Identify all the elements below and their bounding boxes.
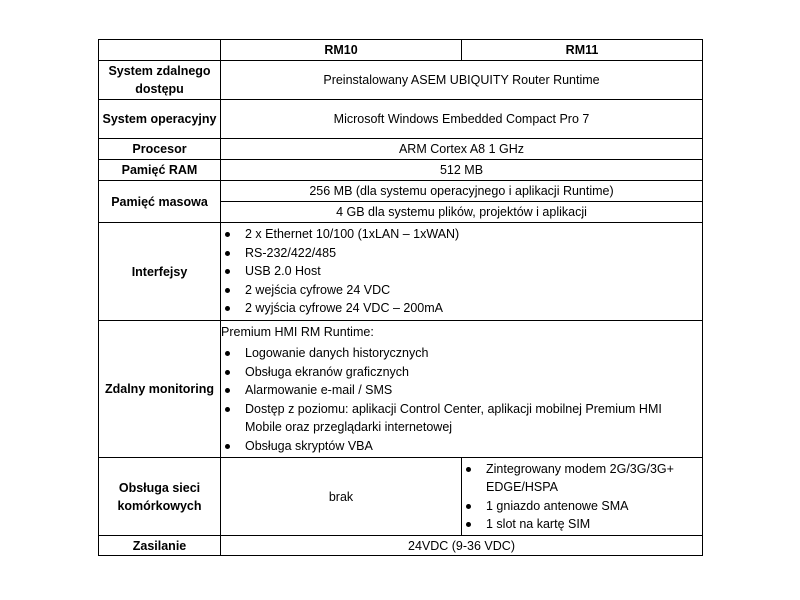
list-item: 1 gniazdo antenowe SMA (462, 497, 702, 516)
list-item: Zintegrowany modem 2G/3G/3G+ EDGE/HSPA (462, 460, 702, 497)
row-os (99, 100, 703, 139)
list-item: RS-232/422/485 (221, 244, 702, 263)
row-label: System operacyjny (99, 100, 221, 139)
row-value: 256 MB (dla systemu operacyjnego i aplikacji Runtime) (221, 181, 703, 202)
header-row (99, 40, 703, 61)
spec-table (98, 39, 703, 556)
row-label: Pamięć RAM (99, 160, 221, 181)
row-interfaces (99, 223, 703, 321)
interfaces-cell (221, 223, 703, 321)
monitoring-list (221, 344, 702, 455)
monitoring-cell (221, 321, 703, 458)
row-value: 24VDC (9-36 VDC) (221, 536, 703, 556)
list-item: 2 wejścia cyfrowe 24 VDC (221, 281, 702, 300)
list-item: 2 wyjścia cyfrowe 24 VDC – 200mA (221, 299, 702, 318)
row-ram (99, 160, 703, 181)
row-label: Zdalny monitoring (99, 321, 221, 458)
interfaces-list (221, 225, 702, 318)
list-item: Alarmowanie e-mail / SMS (221, 381, 702, 400)
list-item: 2 x Ethernet 10/100 (1xLAN – 1xWAN) (221, 225, 702, 244)
row-label: Zasilanie (99, 536, 221, 556)
cellular-rm11-cell (462, 458, 703, 536)
header-rm10: RM10 (221, 40, 462, 61)
row-cpu (99, 139, 703, 160)
list-item: 1 slot na kartę SIM (462, 515, 702, 534)
row-value: Preinstalowany ASEM UBIQUITY Router Runtime (221, 61, 703, 100)
row-value: Microsoft Windows Embedded Compact Pro 7 (221, 100, 703, 139)
cellular-rm10-value: brak (221, 458, 462, 536)
header-empty-cell (99, 40, 221, 61)
monitoring-intro: Premium HMI RM Runtime: (221, 325, 374, 339)
row-value: ARM Cortex A8 1 GHz (221, 139, 703, 160)
row-label: System zdalnego dostępu (99, 61, 221, 100)
list-item: Dostęp z poziomu: aplikacji Control Center, aplikacji mobilnej Premium HMI Mobile oraz przeglądarki internetowej (221, 400, 702, 437)
list-item: Obsługa skryptów VBA (221, 437, 702, 456)
row-cellular (99, 458, 703, 536)
list-item: USB 2.0 Host (221, 262, 702, 281)
row-label: Procesor (99, 139, 221, 160)
row-value: 512 MB (221, 160, 703, 181)
row-storage (99, 181, 703, 202)
cellular-list (462, 460, 702, 534)
header-rm11: RM11 (462, 40, 703, 61)
row-label: Obsługa sieci komórkowych (99, 458, 221, 536)
row-label: Interfejsy (99, 223, 221, 321)
row-power (99, 536, 703, 556)
row-monitoring (99, 321, 703, 458)
list-item: Obsługa ekranów graficznych (221, 363, 702, 382)
row-label: Pamięć masowa (99, 181, 221, 223)
row-remote-system (99, 61, 703, 100)
list-item: Logowanie danych historycznych (221, 344, 702, 363)
row-value: 4 GB dla systemu plików, projektów i aplikacji (221, 202, 703, 223)
